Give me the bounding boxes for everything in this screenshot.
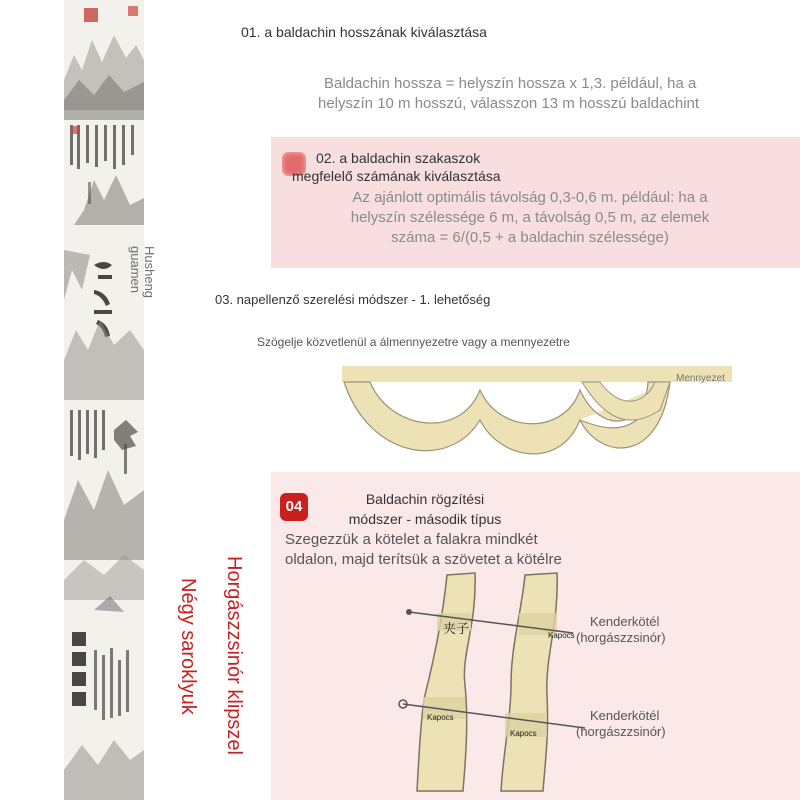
step2-body-line-3: száma = 6/(0,5 + a baldachin szélessége): [391, 229, 669, 246]
step3-title: 03. napellenző szerelési módszer - 1. lehetőség: [215, 292, 491, 307]
step4-title: [330, 489, 520, 529]
step1-title: 01. a baldachin hosszának kiválasztása: [241, 24, 487, 40]
step1-body: [318, 74, 699, 114]
ceiling-bar: [342, 366, 732, 382]
fishing-line-clip-label: Horgászzsinór klipszel: [223, 556, 245, 755]
rope-clip-diagram: [395, 565, 595, 795]
step3-subtitle: Szögelje közvetlenül a álmennyezetre vagy a mennyezetre: [257, 335, 570, 349]
rope-label-bottom-line-1: Kenderkötél: [590, 708, 660, 723]
step2-body-line-2: helyszín szélessége 6 m, a távolság 0,5 m, az elemek: [350, 209, 710, 226]
rope-top-anchor: [406, 609, 412, 615]
brand-line-2: guamen: [128, 246, 143, 293]
step4-title-line-2: módszer - második típus: [348, 511, 502, 527]
clip-label-top-right: Kapocs: [548, 631, 575, 640]
clip-label-bottom-right: Kapocs: [510, 729, 537, 738]
rope-label-top-line-2: (horgászzsinór): [576, 630, 666, 645]
clip-label-bottom-left: Kapocs: [427, 713, 454, 722]
rope-label-bottom-line-2: (horgászzsinór): [576, 724, 666, 739]
rope-label-bottom: [576, 708, 666, 740]
ceiling-label: Mennyezet: [676, 373, 725, 384]
fabric-strip-right: [501, 573, 557, 791]
brand-line-1: Husheng: [142, 246, 157, 299]
step2-body-line-1: Az ajánlott optimális távolság 0,3-0,6 m. például: ha a: [352, 189, 708, 206]
step2-title-line-1: 02. a baldachin szakaszok: [316, 150, 481, 166]
step2-body: [320, 188, 740, 248]
rope-label-top-line-1: Kenderkötél: [590, 614, 660, 629]
step4-title-line-1: Baldachin rögzítési: [365, 491, 485, 507]
fabric-strip-left: [417, 573, 475, 791]
step4-body-line-1: Szegezzük a kötelet a falakra mindkét: [285, 531, 538, 548]
step4-body: [285, 530, 562, 570]
step1-body-line-2: helyszín 10 m hosszú, válasszon 13 m hosszú baldachint: [318, 95, 700, 112]
four-corner-holes-label: Négy saroklyuk: [177, 578, 199, 715]
step4-body-line-2: oldalon, majd terítsük a szövetet a kötélre: [285, 551, 562, 568]
clip-chinese-label: 夹子: [443, 621, 470, 636]
rope-label-top: [576, 614, 666, 646]
step2-title-line-2: megfelelő számának kiválasztása: [292, 168, 501, 184]
step4-badge: 04: [280, 493, 308, 521]
step2-title: [292, 149, 501, 185]
landscape-scroll-art: [64, 0, 144, 800]
landscape-scroll-painting: [64, 0, 144, 800]
brand-vertical-text: [128, 246, 156, 298]
step1-body-line-1: Baldachin hossza = helyszín hossza x 1,3. például, ha a: [324, 75, 697, 92]
